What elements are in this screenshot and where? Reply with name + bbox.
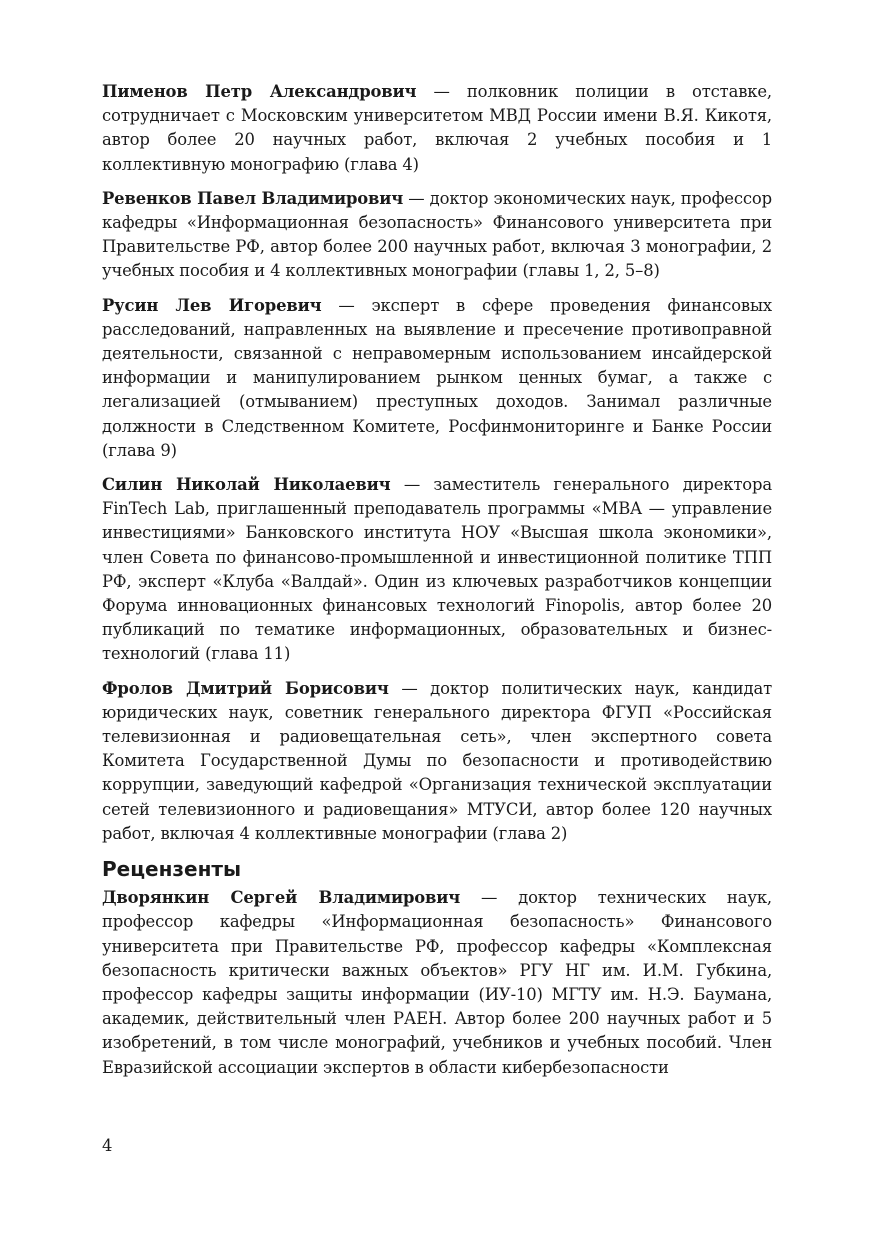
author-name: Фролов Дмитрий Борисович — [102, 678, 389, 698]
author-name: Пименов Петр Александрович — [102, 82, 417, 101]
author-entry — [102, 677, 772, 846]
reviewers-heading: Рецензенты — [102, 857, 242, 882]
author-entry — [102, 187, 772, 284]
author-entry — [102, 473, 772, 667]
author-name: Ревенков Павел Владимирович — [102, 188, 404, 208]
reviewer-description: — доктор технических наук, профессор кафедры «Информационная безопасность» Финансового университета при Правительстве РФ, профессор кафедры «Комплексная безопасность критически важных объектов» РГУ НГ им. И.М. Губкина, профессор кафедры защиты информации (ИУ-10) МГТУ им. Н.Э. Баумана, академик, действительный член РАЕН. Автор более 200 научных работ и 5 изобретений, в том числе монографий, учебников и учебных пособий. Член Евразийской ассоциации экспертов в области кибербезопасности — [102, 888, 772, 1077]
reviewer-name: Дворянкин Сергей Владимирович — [102, 888, 461, 908]
author-description: — полковник полиции в отставке, сотрудничает с Московским университетом МВД России имени В.Я. Кикотя, автор более 20 научных работ, включая 2 учебных пособия и 1 коллективную монографию (глава 4) — [102, 82, 772, 174]
author-name: Силин Николай Николаевич — [102, 475, 391, 495]
author-entry — [102, 80, 772, 177]
author-description: — заместитель генерального директора FinTech Lab, приглашенный преподаватель программы «MBA — управление инвестициями» Банковского института НОУ «Высшая школа экономики», член Совета по финансово-промышленной и инвестиционной политике ТПП РФ, эксперт «Клуба «Валдай». Один из ключевых разработчиков концепции Форума инновационных финансовых технологий Finopolis, автор более 20 публикаций по тематике информационных, образовательных и бизнес-технологий (глава 11) — [102, 475, 772, 664]
author-description: — доктор экономических наук, профессор кафедры «Информационная безопасность» Финансового университета при Правительстве РФ, автор более 200 научных работ, включая 3 монографии, 2 учебных пособия и 4 коллективных монографии (главы 1, 2, 5–8) — [102, 188, 772, 281]
author-entry — [102, 294, 772, 463]
page-number: 4 — [102, 1136, 113, 1155]
author-description: — эксперт в сфере проведения финансовых расследований, направленных на выявление и пресечение противоправной деятельности, связанной с неправомерным использованием инсайдерской информации и манипулированием рынком ценных бумаг, а также с легализацией (отмыванием) преступных доходов. Занимал различные должности в Следственном Комитете, Росфинмониторинге и Банке России (глава 9) — [102, 295, 773, 460]
author-name: Русин Лев Игоревич — [102, 295, 322, 315]
reviewer-entry — [102, 886, 772, 1080]
page-content — [102, 80, 772, 1090]
author-description: — доктор политических наук, кандидат юридических наук, советник генерального директора ФГУП «Российская телевизионная и радиовещательная сеть», член экспертного совета Комитета Государственной Думы по безопасности и противодействию коррупции, заведующий кафедрой «Организация технической эксплуатации сетей телевизионного и радиовещания» МТУСИ, автор более 120 научных работ, включая 4 коллективные монографии (глава 2) — [102, 678, 772, 843]
